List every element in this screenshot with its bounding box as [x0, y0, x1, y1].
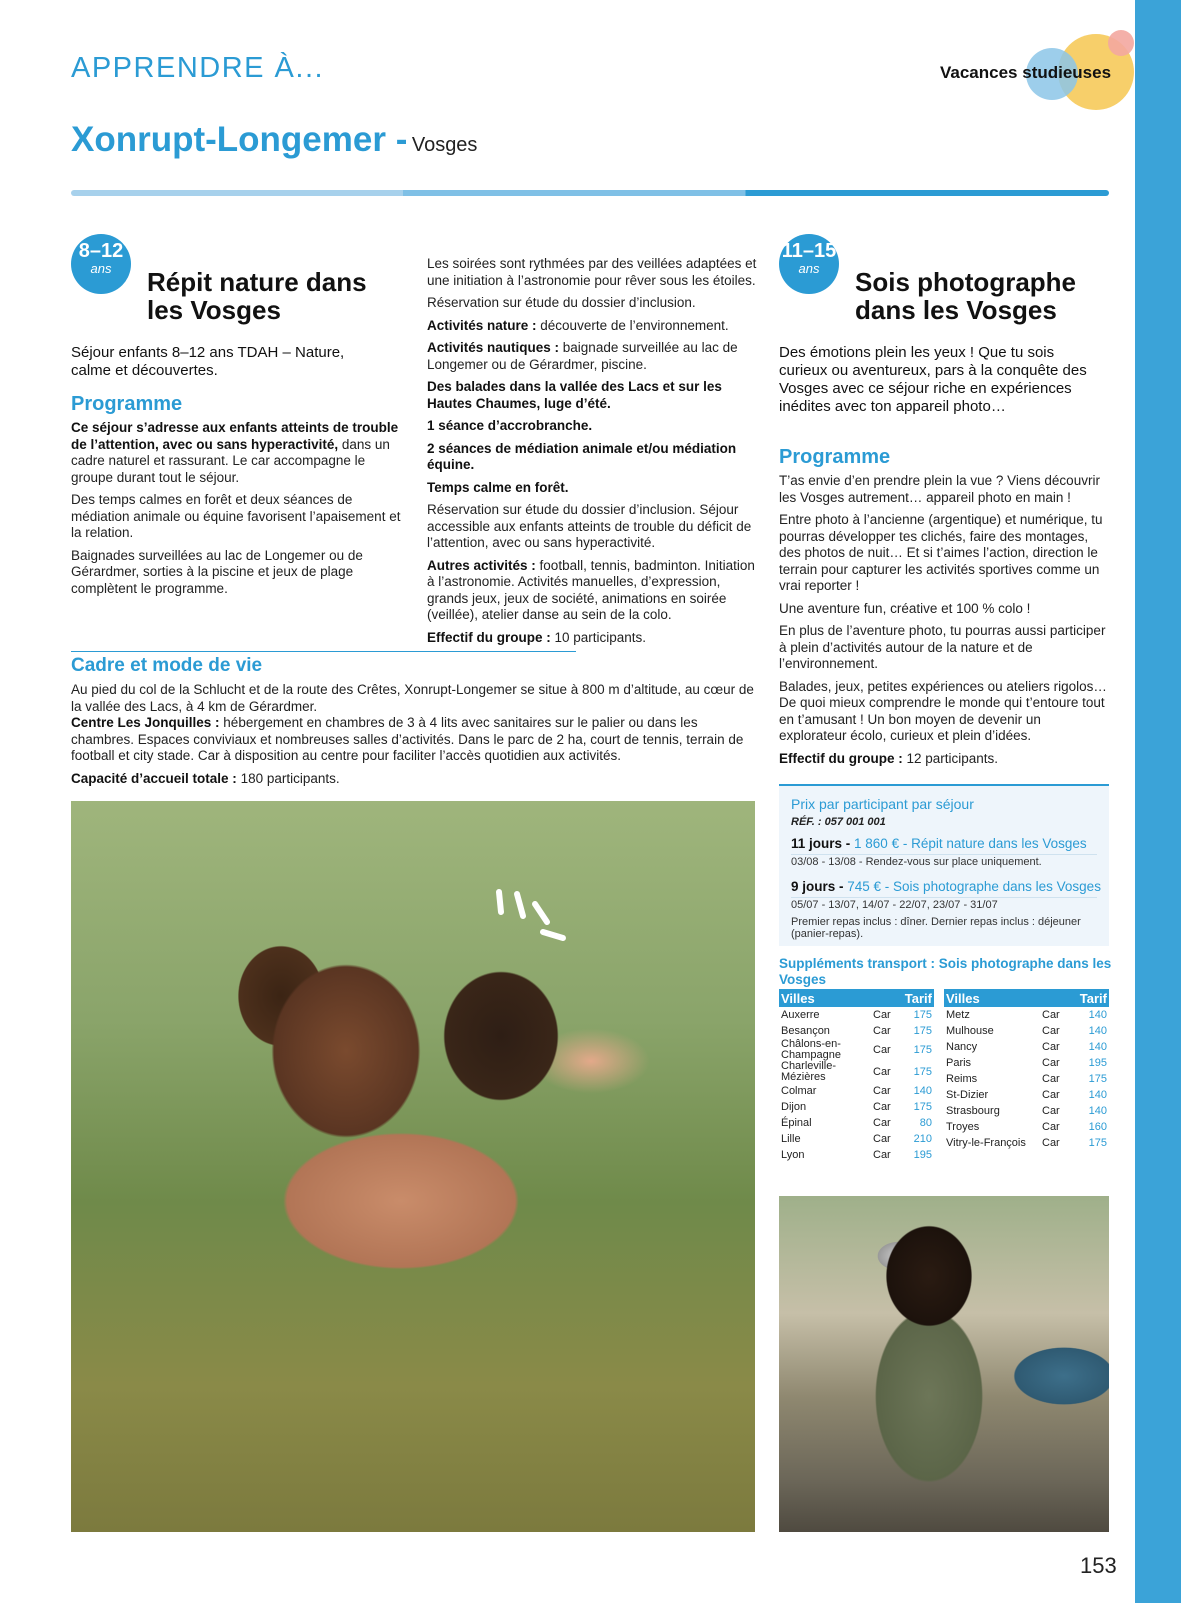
price-cell: 175: [913, 1024, 932, 1037]
cadre-divider: [71, 651, 576, 652]
table-row: [779, 1061, 934, 1083]
col2-p1: Les soirées sont rythmées par des veillées adaptées et une initiation à l’astronomie pour rêver sous les étoiles.: [427, 256, 757, 288]
cadre-text: [71, 682, 761, 793]
age-range: 8–12: [78, 240, 124, 262]
age-unit: ans: [798, 261, 820, 276]
col2-p8: Temps calme en forêt.: [427, 479, 569, 495]
city-cell: Strasbourg: [946, 1104, 1000, 1117]
price-dates-2: 05/07 - 13/07, 14/07 - 22/07, 23/07 - 31/07: [791, 899, 998, 911]
age-badge-stay2: [779, 234, 839, 294]
mode-cell: Car: [873, 1008, 891, 1021]
city-cell: Troyes: [946, 1120, 980, 1133]
page-title: [71, 120, 477, 160]
mode-cell: Car: [1042, 1072, 1060, 1085]
stay2-programme: [779, 473, 1112, 773]
table-row: [944, 1039, 1109, 1055]
theme-badge: [930, 30, 1140, 110]
mode-cell: Car: [873, 1065, 891, 1078]
city-cell: Colmar: [781, 1084, 817, 1097]
city-cell: Paris: [946, 1056, 972, 1069]
cadre-p3: Capacité d’accueil totale : 180 participants.: [71, 770, 340, 786]
col2-p3: Activités nature : découverte de l’environnement.: [427, 317, 729, 333]
stay1-programme-heading: Programme: [71, 393, 183, 415]
city-cell: Dijon: [781, 1100, 807, 1113]
mode-cell: Car: [873, 1084, 891, 1097]
table-row: [779, 1039, 934, 1061]
header-mode: [871, 989, 901, 1007]
price-cell: 175: [1088, 1136, 1107, 1149]
header-city: Villes: [944, 989, 1040, 1007]
table-row: [944, 1055, 1109, 1071]
photo-girl-with-camera: [779, 1196, 1109, 1532]
mode-cell: Car: [873, 1043, 891, 1056]
table-header-row: [944, 989, 1109, 1007]
title-divider: [71, 190, 1109, 196]
price-cell: 175: [913, 1100, 932, 1113]
stay2-p1: T’as envie d’en prendre plein la vue ? Viens découvrir les Vosges autrement… appareil photo en main !: [779, 473, 1100, 505]
col2-p6: 1 séance d’accrobranche.: [427, 418, 593, 433]
cadre-p1: Au pied du col de la Schlucht et de la route des Crêtes, Xonrupt-Longemer se situe à 800 m d’altitude, au cœur de la vallée des Lacs, à 4 km de Gérardmer.: [71, 682, 754, 714]
mode-cell: Car: [1042, 1104, 1060, 1117]
header-price: Tarif: [1074, 989, 1109, 1007]
city-cell: Châlons-en-Champagne: [781, 1038, 841, 1061]
price-cell: 80: [919, 1116, 932, 1129]
table-row: [944, 1087, 1109, 1103]
mode-cell: Car: [873, 1132, 891, 1145]
mode-cell: Car: [873, 1024, 891, 1037]
table-row: [944, 1135, 1109, 1151]
table-row: [779, 1131, 934, 1147]
stay2-p3: Une aventure fun, créative et 100 % colo !: [779, 600, 1031, 616]
price-line-2: 9 jours - 745 € - Sois photographe dans les Vosges: [791, 879, 1101, 894]
col2-p11: Effectif du groupe : 10 participants.: [427, 629, 647, 645]
table-row: [944, 1023, 1109, 1039]
table-row: [779, 1115, 934, 1131]
stay1-title: Répit nature dans les Vosges: [147, 267, 367, 325]
stay2-p5: Balades, jeux, petites expériences ou ateliers rigolos… De quoi mieux comprendre le monde qui t’entoure tout en t’amusant ! Un bon moyen de devenir un explorateur écolo, curieux et plein d’idées.: [779, 678, 1107, 743]
stay2-p2: Entre photo à l’ancienne (argentique) et numérique, tu pourras développer tes clichés, faire des montages, des photos de nuit… Et si t’aimes l’action, direction le terrain pour capturer les activités sportives comme un vrai reporter !: [779, 512, 1103, 593]
mode-cell: Car: [873, 1100, 891, 1113]
stay2-intro: Des émotions plein les yeux ! Que tu sois curieux ou aventureux, pars à la conquête des Vosges avec ce séjour riche en expériences inédites avec ton appareil photo…: [779, 344, 1087, 415]
stay1-details: [427, 256, 757, 652]
table-row: [944, 1007, 1109, 1023]
table-row: [944, 1119, 1109, 1135]
table-row: [779, 1083, 934, 1099]
mode-cell: Car: [1042, 1088, 1060, 1101]
city-cell: Nancy: [946, 1040, 978, 1053]
mode-cell: Car: [1042, 1120, 1060, 1133]
page-number: 153: [1080, 1553, 1117, 1578]
price-box: [779, 784, 1109, 946]
stay2-p6: Effectif du groupe : 12 participants.: [779, 750, 999, 766]
price-cell: 140: [1088, 1024, 1107, 1037]
city-cell: Épinal: [781, 1116, 812, 1129]
col2-p2: Réservation sur étude du dossier d’inclusion.: [427, 295, 696, 310]
price-reference: RÉF. : 057 001 001: [791, 816, 886, 828]
transport-title: Suppléments transport : Sois photographe dans les Vosges: [779, 956, 1112, 987]
stay2-programme-heading: Programme: [779, 446, 891, 468]
city-cell: Mulhouse: [946, 1024, 994, 1037]
price-cell: 210: [913, 1132, 932, 1145]
price-line-1: 11 jours - 1 860 € - Répit nature dans les Vosges: [791, 836, 1087, 851]
transport-table-right: [944, 989, 1109, 1151]
city-cell: Lyon: [781, 1148, 805, 1161]
price-dates-1: 03/08 - 13/08 - Rendez-vous sur place uniquement.: [791, 856, 1042, 868]
age-range: 11–15: [781, 240, 837, 262]
mode-cell: Car: [1042, 1008, 1060, 1021]
table-row: [779, 1099, 934, 1115]
price-cell: 175: [913, 1008, 932, 1021]
city-cell: Reims: [946, 1072, 978, 1085]
stay1-intro: Séjour enfants 8–12 ans TDAH – Nature, calme et découvertes.: [71, 344, 345, 379]
price-cell: 140: [1088, 1040, 1107, 1053]
theme-circle-pink: [1108, 30, 1134, 56]
mode-cell: Car: [873, 1116, 891, 1129]
header-mode: [1040, 989, 1074, 1007]
price-divider: [791, 854, 1097, 855]
mode-cell: Car: [1042, 1056, 1060, 1069]
mode-cell: Car: [1042, 1024, 1060, 1037]
cadre-heading: Cadre et mode de vie: [71, 655, 263, 676]
col2-p10: Autres activités : football, tennis, badminton. Initiation à l’astronomie. Activités manuelles, d’expression, grands jeux, jeux de société, animations en soirée (veillée), atelier danse au sein de la colo.: [427, 557, 755, 622]
price-cell: 140: [1088, 1008, 1107, 1021]
city-cell: Metz: [946, 1008, 970, 1021]
table-row: [779, 1007, 934, 1023]
stay1-p3: Baignades surveillées au lac de Longemer ou de Gérardmer, sorties à la piscine et jeux de plage complètent le programme.: [71, 547, 363, 596]
city-cell: St-Dizier: [946, 1088, 989, 1101]
price-cell: 160: [1088, 1120, 1107, 1133]
cadre-p2: Centre Les Jonquilles : hébergement en chambres de 3 à 4 lits avec sanitaires sur le palier ou dans les chambres. Espaces conviviaux et nombreuses salles d’activités. Dans le parc de 2 ha, court de tennis, terrain de football et city stade. Car à disposition au centre pour faciliter l’accès quotidien aux activités.: [71, 715, 744, 763]
sidebar-band: [1135, 0, 1181, 1603]
stay2-p4: En plus de l’aventure photo, tu pourras aussi participer à plein d’activités autour de la nature et de l’environnement.: [779, 623, 1106, 671]
age-badge-stay1: [71, 234, 131, 294]
city-cell: Lille: [781, 1132, 801, 1145]
price-divider: [791, 897, 1097, 898]
price-cell: 195: [1088, 1056, 1107, 1069]
sparkle-icon: [491, 886, 571, 946]
city-cell: Vitry-le-François: [946, 1136, 1026, 1149]
stay2-title: Sois photographe dans les Vosges: [855, 267, 1076, 325]
table-row: [944, 1103, 1109, 1119]
table-row: [944, 1071, 1109, 1087]
city-cell: Charleville-Mézières: [781, 1060, 837, 1083]
page-kicker: APPRENDRE À...: [71, 52, 325, 84]
stay1-p2: Des temps calmes en forêt et deux séances de médiation animale ou équine favorisent l’apaisement et la relation.: [71, 492, 401, 540]
price-cell: 175: [913, 1065, 932, 1078]
col2-p5: Des balades dans la vallée des Lacs et sur les Hautes Chaumes, luge d’été.: [427, 379, 722, 411]
age-unit: ans: [90, 261, 112, 276]
theme-label: Vacances studieuses: [940, 63, 1112, 82]
table-row: [779, 1147, 934, 1163]
price-cell: 175: [1088, 1072, 1107, 1085]
photo-children-swimming: [71, 801, 755, 1532]
col2-p9: Réservation sur étude du dossier d’inclusion. Séjour accessible aux enfants atteints de trouble du déficit de l’attention, avec ou sans hyperactivité.: [427, 502, 752, 550]
header-price: Tarif: [901, 989, 934, 1007]
mode-cell: Car: [873, 1148, 891, 1161]
stay1-p1: Ce séjour s’adresse aux enfants atteints de trouble de l’attention, avec ou sans hyperactivité, dans un cadre naturel et rassurant. Le car accompagne le groupe durant tout le séjour.: [71, 420, 399, 485]
price-cell: 140: [1088, 1088, 1107, 1101]
table-row: [779, 1023, 934, 1039]
stay1-programme: [71, 420, 401, 603]
col2-p4: Activités nautiques : baignade surveillée au lac de Longemer ou de Gérardmer, piscine.: [427, 340, 738, 372]
col2-p7: 2 séances de médiation animale et/ou médiation équine.: [427, 440, 737, 472]
header-city: Villes: [779, 989, 871, 1007]
city-cell: Besançon: [781, 1024, 830, 1037]
transport-table-left: [779, 989, 934, 1163]
price-cell: 140: [913, 1084, 932, 1097]
price-cell: 195: [913, 1148, 932, 1161]
price-note: Premier repas inclus : dîner. Dernier repas inclus : déjeuner (panier-repas).: [791, 916, 1081, 940]
price-heading: Prix par participant par séjour: [791, 796, 974, 812]
table-header-row: [779, 989, 934, 1007]
mode-cell: Car: [1042, 1040, 1060, 1053]
region-label: Vosges: [411, 134, 478, 156]
price-cell: 175: [913, 1043, 932, 1056]
city-cell: Auxerre: [781, 1008, 820, 1021]
destination-title: Xonrupt-Longemer -: [71, 120, 408, 159]
price-cell: 140: [1088, 1104, 1107, 1117]
mode-cell: Car: [1042, 1136, 1060, 1149]
